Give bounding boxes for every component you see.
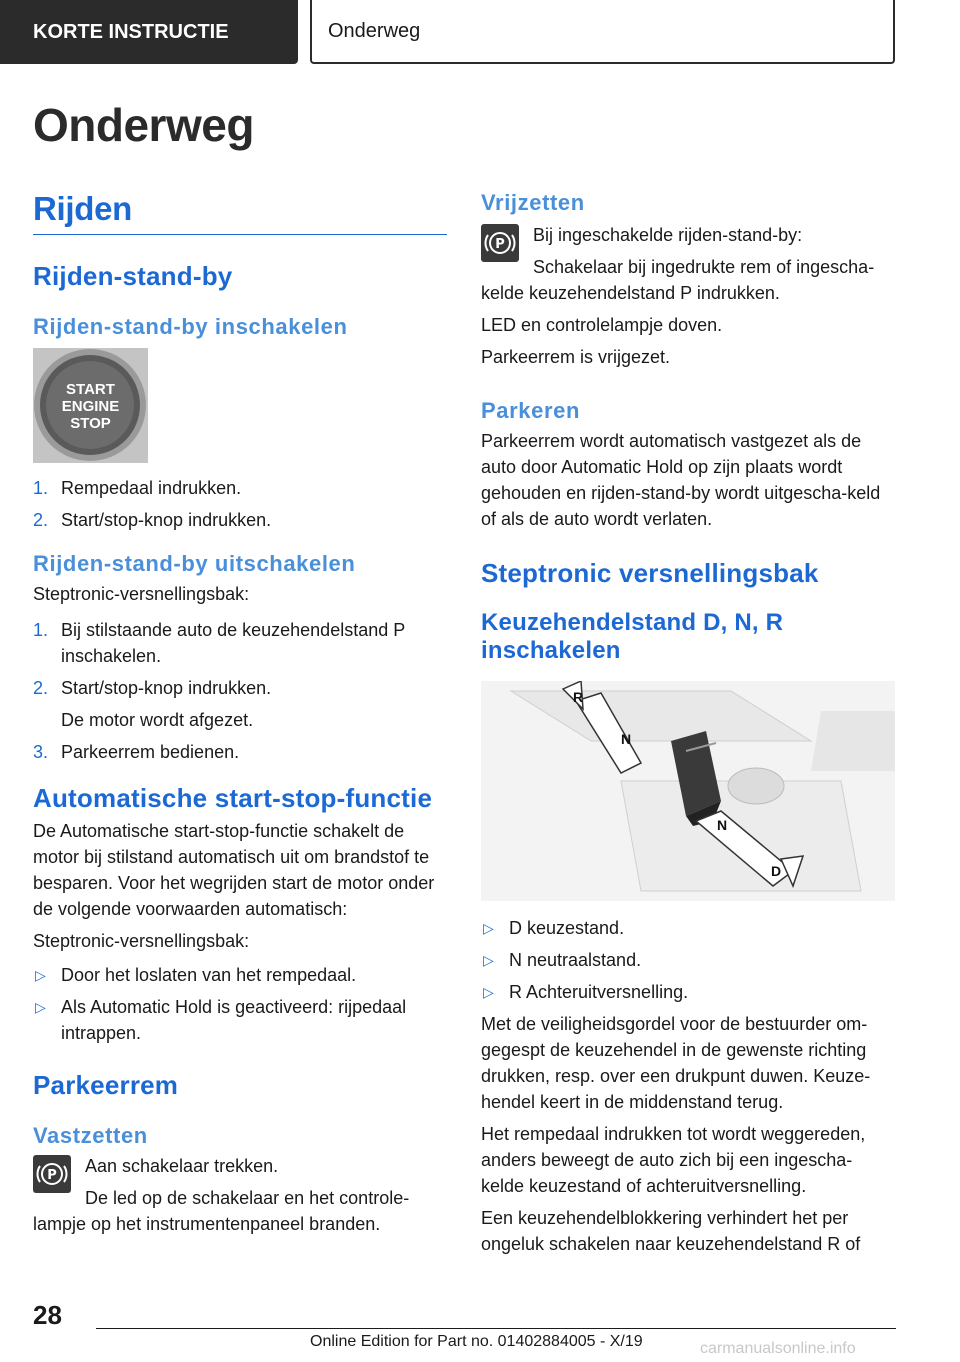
vast-line2: De led op de schakelaar en het controle-lampje op het instrumentenpaneel branden. [33,1188,410,1234]
para-3: Een keuzehendelblokkering verhindert het per ongeluk schakelen naar keuzehendelstand R of [481,1208,861,1254]
list-item: 3. Parkeerrem bedienen. [33,742,240,762]
parking-brake-icon [481,224,519,262]
left-column [33,190,447,1237]
list-item: ▷ N neutraalstand. [481,947,895,973]
footer-divider [96,1328,896,1329]
sub-text: De motor wordt afgezet. [61,710,254,730]
list-item: 1. Rempedaal indrukken. [33,478,242,498]
triangle-bullet-icon: ▷ [35,999,46,1015]
vrij-line1: Bij ingeschakelde rijden-stand-by: [533,225,803,245]
para-1: Met de veiligheidsgordel voor de bestuurder om-gegespt de keuzehendel in de gewenste richting drukken, resp. over een drukpunt duwen. Keuze-hendel keert in de middenstand terug. [481,1014,871,1112]
heading-parkeren: Parkeren [481,398,580,423]
auto-intro: Steptronic-versnellingsbak: [33,931,250,951]
heading-vastzetten: Vastzetten [33,1123,148,1148]
heading-vrijzetten: Vrijzetten [481,190,585,215]
list-item: ▷ Door het loslaten van het rempedaal. [33,962,447,988]
right-column [481,190,895,1257]
heading-steptronic: Steptronic versnellingsbak [481,558,819,588]
page-header [0,0,960,66]
triangle-bullet-icon: ▷ [483,952,494,968]
button-label-start: START [66,381,115,398]
heading-keuzehendelstand: Keuzehendelstand D, N, R inschakelen [481,609,784,664]
page-number: 28 [33,1300,62,1330]
vrij-line2: Schakelaar bij ingedrukte rem of ingescha-kelde keuzehendelstand P indrukken. [481,257,875,303]
para-2: Het rempedaal indrukken tot wordt weggereden, anders beweegt de auto zich bij een ingescha-kelde keuzestand of achteruitversnelling. [481,1124,866,1196]
triangle-bullet-icon: ▷ [483,984,494,1000]
svg-text:P: P [495,237,505,252]
vrij-line3: LED en controlelampje doven. [481,315,723,335]
gear-selector-image [481,681,895,901]
heading-rijden: Rijden [33,190,447,235]
chapter-tab: Onderweg [310,0,895,64]
heading-auto-start-stop: Automatische start-stop-functie [33,783,433,813]
gear-label-n-up: N [621,731,632,747]
off-intro: Steptronic-versnellingsbak: [33,584,250,604]
svg-text:P: P [47,1168,57,1183]
start-engine-stop-button-image [33,348,148,463]
button-label-engine: ENGINE [61,398,120,415]
parking-brake-icon [33,1155,71,1193]
button-label-stop: STOP [70,415,111,432]
gear-label-d: D [771,863,782,879]
list-item: 1. Bij stilstaande auto de keuzehendelstand P inschakelen. [33,620,405,666]
auto-text: De Automatische start-stop-functie schakelt de motor bij stilstand automatisch uit om brandstof te besparen. Voor het wegrijden start de motor onder de volgende voorwaarden automatisch: [33,821,435,919]
park-text: Parkeerrem wordt automatisch vastgezet als de auto door Automatic Hold op zijn plaats wordt gehouden en rijden-stand-by wordt uitgescha-keld of als de auto wordt verlaten. [481,431,881,529]
heading-standby-off: Rijden-stand-by uitschakelen [33,551,356,576]
list-item: 2. Start/stop-knop indrukken. [33,510,272,530]
vast-line1: Aan schakelaar trekken. [85,1156,279,1176]
gear-label-r: R [573,689,584,705]
list-item: ▷ Als Automatic Hold is geactiveerd: rijpedaal intrappen. [33,994,447,1046]
footer-edition: Online Edition for Part no. 01402884005 - X/19 [310,1333,643,1350]
gear-lever-illustration [481,681,895,901]
triangle-bullet-icon: ▷ [35,967,46,983]
heading-standby-on: Rijden-stand-by inschakelen [33,314,348,339]
page-title: Onderweg [33,99,254,151]
heading-parkeerrem: Parkeerrem [33,1070,179,1100]
heading-standby: Rijden-stand-by [33,261,233,291]
vrij-line4: Parkeerrem is vrijgezet. [481,347,671,367]
gear-label-n-down: N [717,817,728,833]
section-tab: KORTE INSTRUCTIE [0,0,298,64]
list-item: 2. Start/stop-knop indrukken. [33,678,272,698]
list-item: ▷ D keuzestand. [481,915,895,941]
list-item: ▷ R Achteruitversnelling. [481,979,895,1005]
watermark: carmanualsonline.info [700,1340,856,1357]
triangle-bullet-icon: ▷ [483,920,494,936]
